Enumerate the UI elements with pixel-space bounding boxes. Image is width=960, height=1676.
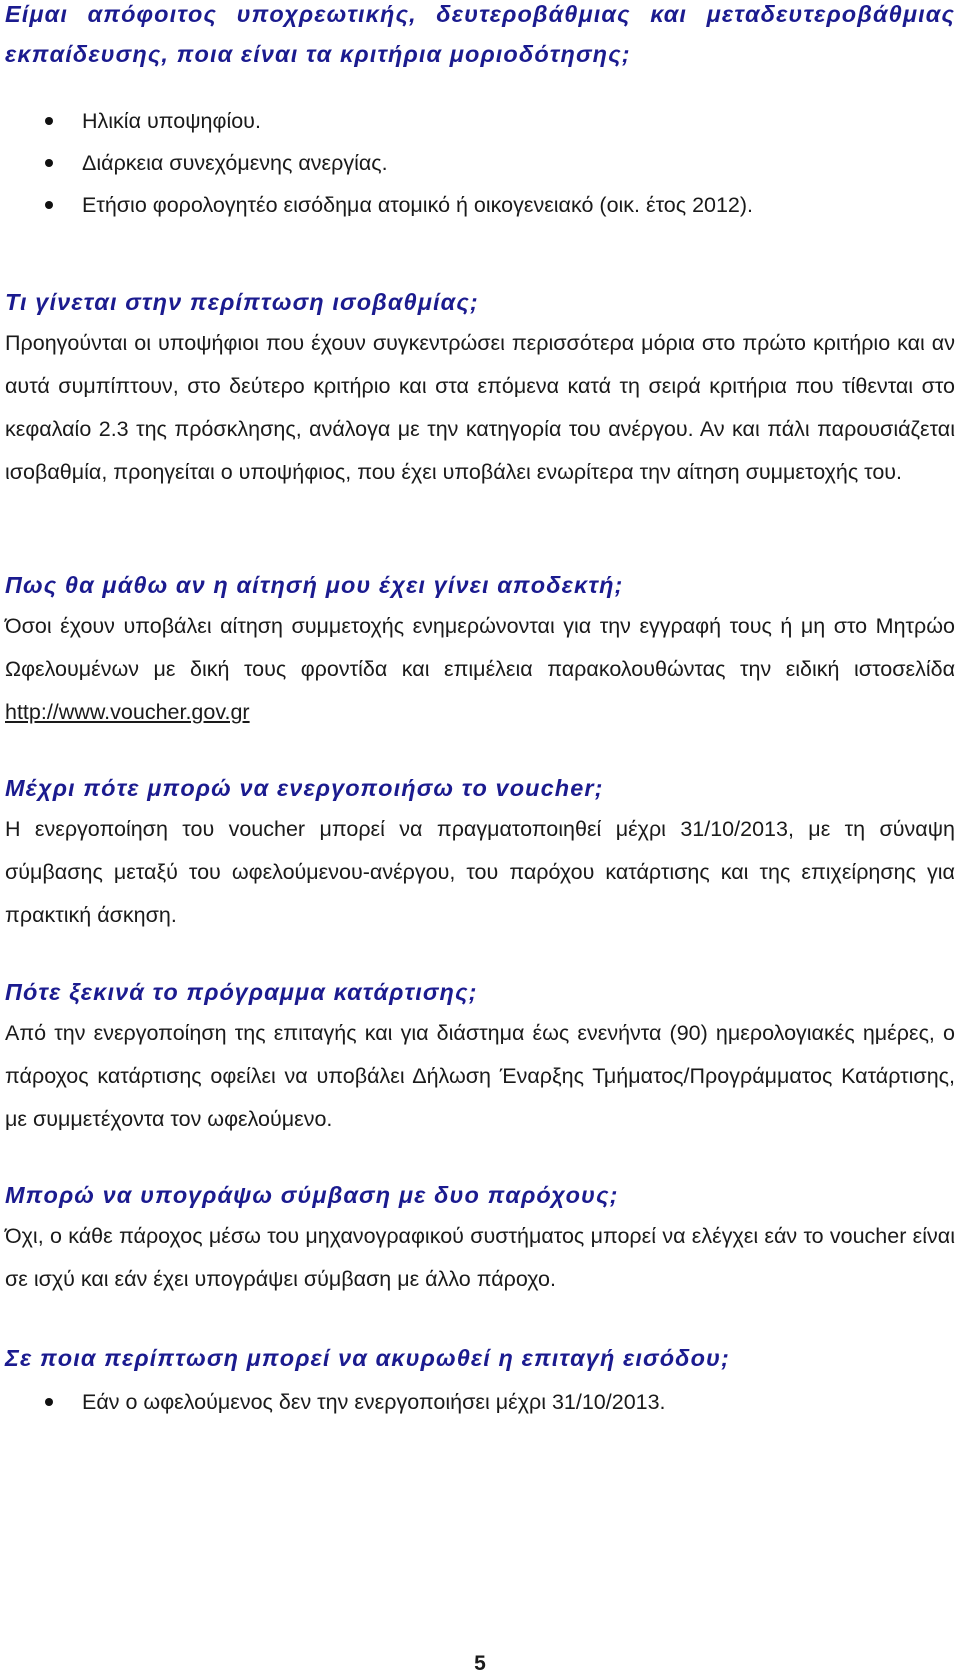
faq-section-criteria <box>5 0 955 226</box>
criteria-list <box>5 100 955 226</box>
bullet-icon <box>45 117 53 125</box>
answer-acceptance: Όσοι έχουν υποβάλει αίτηση συμμετοχής ενημερώνονται για την εγγραφή τους ή μη στο Μητρώο Ωφελουμένων με δική τους φροντίδα και επιμέλεια παρακολουθώντας την ειδική ιστοσελίδα http://www.voucher.gov.gr <box>5 614 955 724</box>
faq-section-cancellation <box>5 1338 955 1423</box>
answer-activation: Η ενεργοποίηση του voucher μπορεί να πραγματοποιηθεί μέχρι 31/10/2013, με τη σύναψη σύμβασης μεταξύ του ωφελούμενου-ανέργου, του παρόχου κατάρτισης και της επιχείρησης για πρακτική άσκηση. <box>5 817 955 927</box>
voucher-website-link[interactable]: http://www.voucher.gov.gr <box>5 700 250 724</box>
answer-tie: Προηγούνται οι υποψήφιοι που έχουν συγκεντρώσει περισσότερα μόρια στο πρώτο κριτήριο και αν αυτά συμπίπτουν, στο δεύτερο κριτήριο και στα επόμενα κατά τη σειρά κριτήρια που τίθενται στο κεφαλαίο 2.3 της πρόσκλησης, ανάλογα με την κατηγορία του ανέργου. Αν και πάλι παρουσιάζεται ισοβαθμία, προηγείται ο υποψήφιος, που έχει υποβάλει ενωρίτερα την αίτηση συμμετοχής του. <box>5 331 955 484</box>
list-item: Ετήσιο φορολογητέο εισόδημα ατομικό ή οικογενειακό (οικ. έτος 2012). <box>5 184 955 226</box>
list-item: Διάρκεια συνεχόμενης ανεργίας. <box>5 142 955 184</box>
question-criteria-line2: εκπαίδευσης, ποια είναι τα κριτήρια μοριοδότησης; <box>5 41 631 67</box>
question-tie: Τι γίνεται στην περίπτωση ισοβαθμίας; <box>5 289 479 315</box>
page-number: 5 <box>474 1652 486 1675</box>
answer-program-start: Από την ενεργοποίηση της επιταγής και για διάστημα έως ενενήντα (90) ημερολογιακές ημέρες, ο πάροχος κατάρτισης οφείλει να υποβάλει Δήλωση Έναρξης Τμήματος/Προγράμματος Κατάρτισης, με συμμετέχοντα τον ωφελούμενο. <box>5 1021 955 1131</box>
question-program-start: Πότε ξεκινά το πρόγραμμα κατάρτισης; <box>5 979 478 1005</box>
faq-section-acceptance <box>5 565 955 734</box>
question-cancellation: Σε ποια περίπτωση μπορεί να ακυρωθεί η επιταγή εισόδου; <box>5 1345 730 1371</box>
question-activation: Μέχρι πότε μπορώ να ενεργοποιήσω το voucher; <box>5 775 604 801</box>
bullet-icon <box>45 201 53 209</box>
question-criteria-line1: Είμαι απόφοιτος υποχρεωτικής, δευτεροβάθμιας και μεταδευτεροβάθμιας <box>5 1 955 27</box>
cancellation-list <box>5 1381 955 1423</box>
question-acceptance: Πως θα μάθω αν η αίτησή μου έχει γίνει αποδεκτή; <box>5 572 624 598</box>
faq-section-two-providers <box>5 1175 955 1301</box>
faq-section-tie <box>5 282 955 494</box>
faq-section-program-start <box>5 972 955 1141</box>
bullet-icon <box>45 159 53 167</box>
question-two-providers: Μπορώ να υπογράψω σύμβαση με δυο παρόχους; <box>5 1182 619 1208</box>
bullet-icon <box>45 1398 53 1406</box>
faq-section-activation <box>5 768 955 937</box>
list-item: Ηλικία υποψηφίου. <box>5 100 955 142</box>
list-item: Εάν ο ωφελούμενος δεν την ενεργοποιήσει μέχρι 31/10/2013. <box>5 1381 955 1423</box>
answer-two-providers: Όχι, ο κάθε πάροχος μέσω του μηχανογραφικού συστήματος μπορεί να ελέγχει εάν το voucher είναι σε ισχύ και εάν έχει υπογράψει σύμβαση με άλλο πάροχο. <box>5 1224 955 1291</box>
